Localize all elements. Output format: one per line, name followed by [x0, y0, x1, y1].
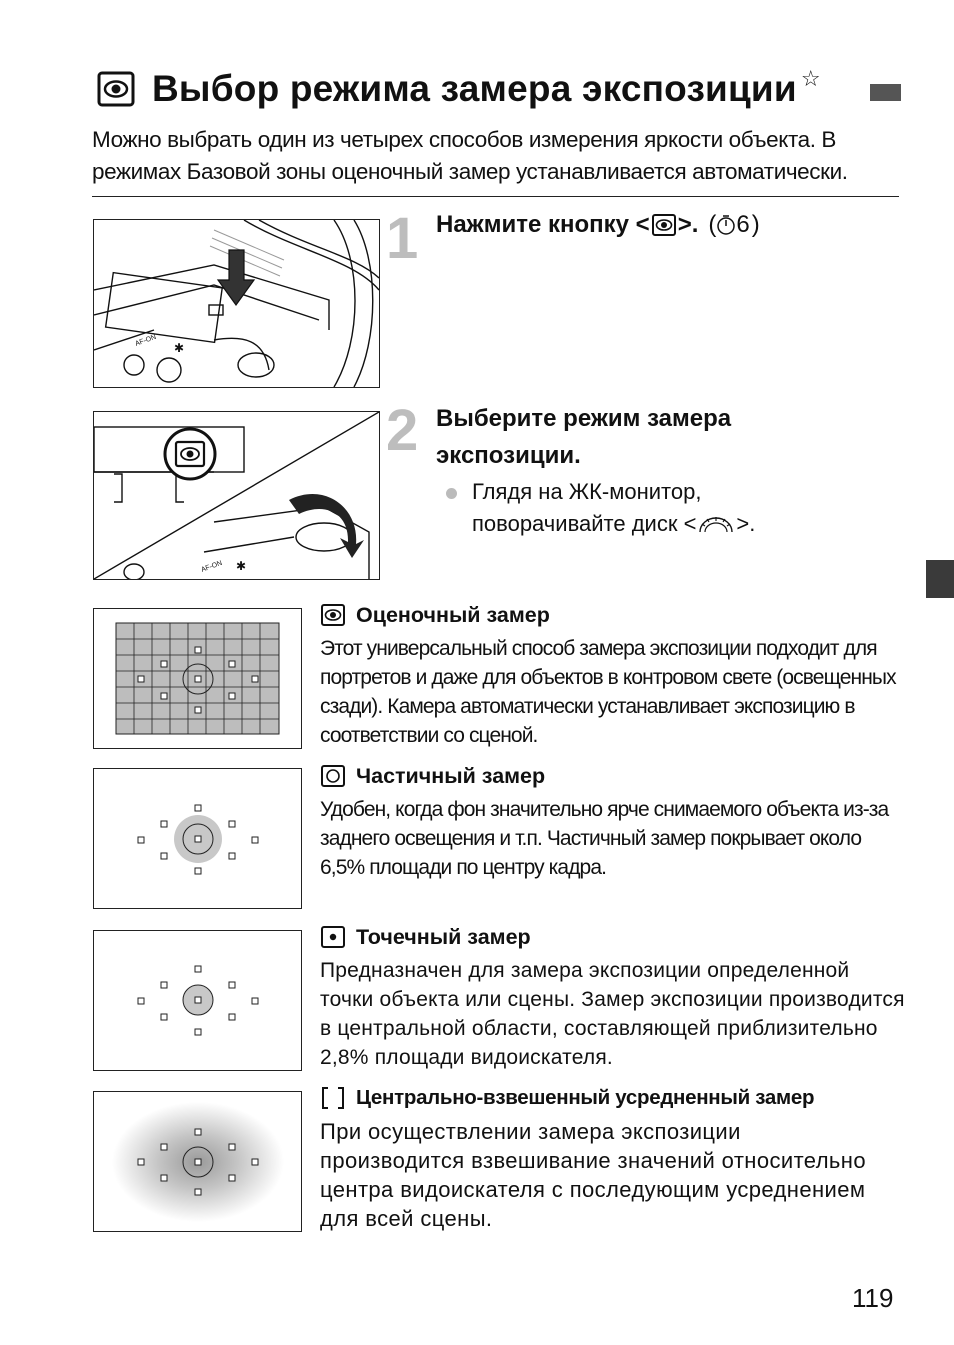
- spot-section: [320, 922, 910, 1072]
- partial-section: [320, 761, 910, 882]
- spot-metering-diagram: [93, 930, 302, 1071]
- mode-title: Центрально-взвешенный усредненный замер: [356, 1086, 815, 1109]
- af-on-label: AF-ON: [134, 333, 158, 348]
- mode-description: Предназначен для замера экспозиции определенной точки объекта или сцены. Замер экспозиции производится в центральной области, составляющей приблизительно 2,8% площади видоискателя.: [320, 959, 905, 1069]
- star-button-label: ✱: [236, 559, 247, 573]
- center-weighted-metering-diagram: [93, 1091, 302, 1232]
- center-weighted-metering-icon: [320, 1085, 346, 1111]
- af-on-label: AF-ON: [200, 559, 224, 574]
- partial-metering-icon: [320, 763, 346, 789]
- camera-dial-drawing: [94, 412, 379, 579]
- step2-title: Выберите режим замера экспозиции.: [436, 405, 732, 469]
- star-button-label: ✱: [174, 341, 185, 355]
- timer-icon: [716, 214, 736, 236]
- evaluative-metering-icon: [96, 69, 136, 109]
- mode-description: Этот универсальный способ замера экспозиции подходит для портретов и даже для объектов в контровом свете (освещенных сзади). Камера автоматически устанавливает экспозицию в соответствии со сценой.: [320, 637, 896, 747]
- step1-title: Нажмите кнопку < >. ( 6 ): [436, 211, 760, 238]
- spot-metering-icon: [320, 924, 346, 950]
- step-number: 1: [386, 206, 419, 271]
- quick-control-dial-icon: [696, 512, 736, 536]
- center-weighted-section: [320, 1083, 910, 1233]
- evaluative-metering-icon: [320, 602, 346, 628]
- mode-description: Удобен, когда фон значительно ярче снимаемого объекта из-за заднего освещения и т.п. Частичный замер покрывает около 6,5% площади по центру кадра.: [320, 798, 889, 879]
- page-number: 119: [852, 1283, 894, 1313]
- camera-illustration-step2: [93, 411, 380, 580]
- partial-metering-diagram: [93, 768, 302, 909]
- page-title: [96, 62, 821, 116]
- intro-text: Можно выбрать один из четырех способов измерения яркости объекта. В режимах Базовой зоны оценочный замер устанавливается автоматически.: [92, 127, 848, 184]
- mode-title: Оценочный замер: [356, 602, 550, 627]
- step-number: 2: [386, 398, 419, 463]
- mode-title: Частичный замер: [356, 763, 546, 788]
- step2-bullet: Глядя на ЖК-монитор, поворачивайте диск < >.: [472, 476, 852, 540]
- evaluative-metering-icon: [651, 212, 677, 238]
- camera-illustration-step1: [93, 219, 380, 388]
- evaluative-metering-diagram: [93, 608, 302, 749]
- chapter-tab: [926, 560, 954, 598]
- divider: [92, 196, 899, 197]
- camera-top-drawing: [94, 220, 379, 387]
- section-marker: [870, 84, 901, 101]
- bullet-dot: [446, 488, 457, 499]
- evaluative-section: [320, 600, 910, 750]
- advanced-star-icon: ☆: [800, 66, 821, 91]
- page-title-text: Выбор режима замера экспозиции: [152, 68, 797, 109]
- mode-title: Точечный замер: [356, 924, 531, 949]
- mode-description: При осуществлении замера экспозиции производится взвешивание значений относительно центра видоискателя с последующим усреднением для всей сцены.: [320, 1119, 866, 1231]
